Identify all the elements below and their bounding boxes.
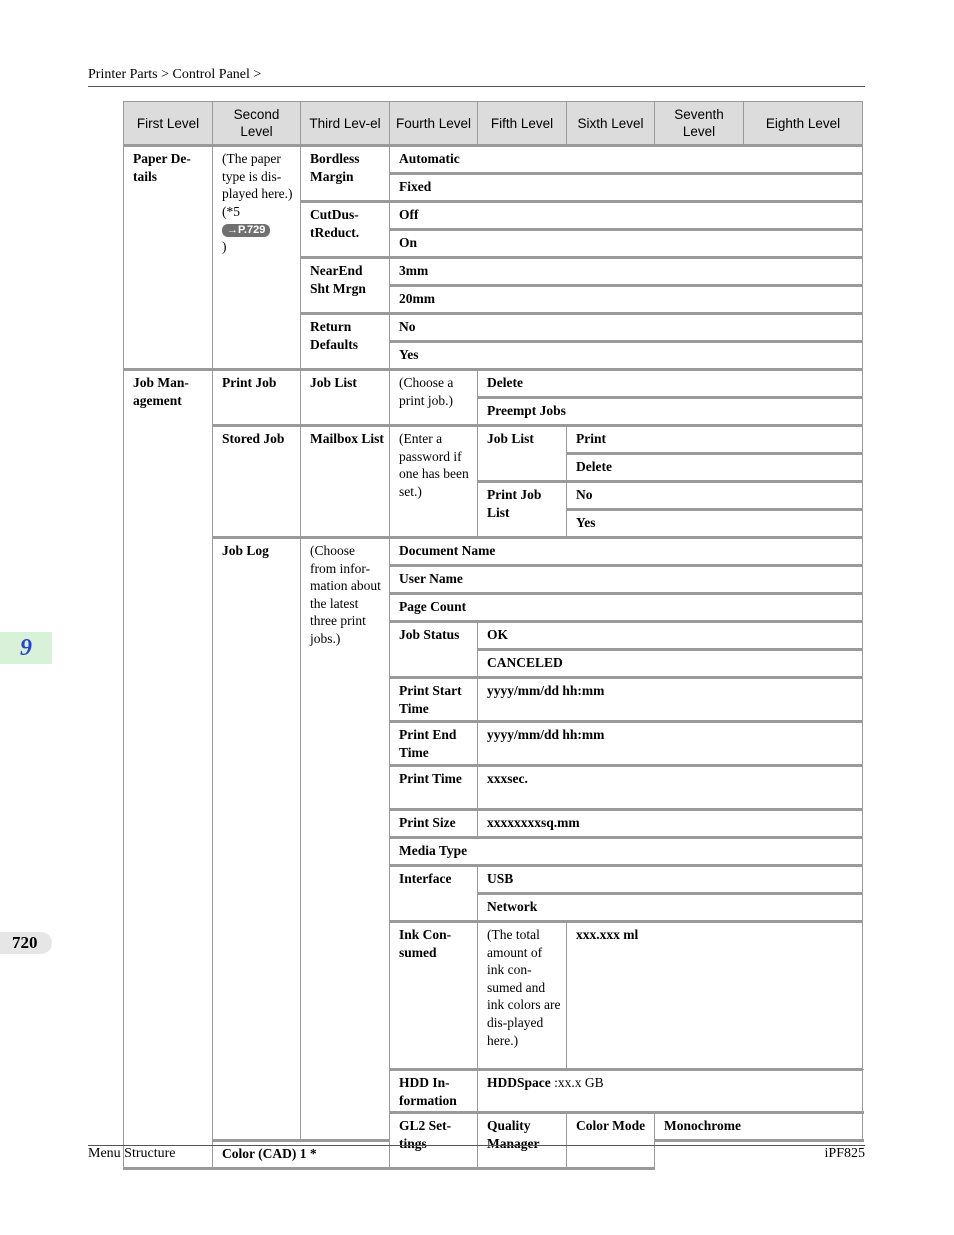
option-network: Network	[478, 894, 863, 922]
item-user-name: User Name	[390, 566, 863, 594]
footer-section-title: Menu Structure	[88, 1146, 176, 1161]
menu-mailbox-list: Mailbox List	[301, 426, 390, 538]
option-stored-delete: Delete	[567, 454, 863, 482]
item-media-type: Media Type	[390, 838, 863, 866]
col-eighth-level: Eighth Level	[744, 102, 863, 146]
item-print-size: Print Size	[390, 810, 478, 838]
value-print-size: xxxxxxxxsq.mm	[478, 810, 863, 838]
option-usb: USB	[478, 866, 863, 894]
option-color-cad: Color (CAD) 1 *	[213, 1141, 655, 1169]
menu-hdd-information: HDD In-formation	[390, 1070, 478, 1113]
header-row	[124, 102, 863, 146]
choose-print-job-note: (Choose a print job.)	[390, 370, 478, 426]
paper-type-text: (The paper type is dis-played here.)	[222, 151, 293, 202]
col-fourth-level: Fourth Level	[390, 102, 478, 146]
menu-structure-table	[123, 101, 863, 1170]
col-second-level: Second Level	[213, 102, 301, 146]
item-print-start-time: Print Start Time	[390, 678, 478, 722]
col-first-level: First Level	[124, 102, 213, 146]
menu-stored-job: Stored Job	[213, 426, 301, 538]
menu-stored-job-list: Job List	[478, 426, 567, 482]
hdd-space-value: :xx.x GB	[550, 1075, 604, 1090]
menu-print-job: Print Job	[213, 370, 301, 426]
hdd-space-label: HDDSpace	[487, 1075, 551, 1090]
option-no: No	[390, 314, 863, 342]
header-rule	[88, 86, 865, 87]
password-note: (Enter a password if one has been set.)	[390, 426, 478, 538]
page-ref-link[interactable]: →P.729	[222, 224, 270, 237]
value-print-start-time: yyyy/mm/dd hh:mm	[478, 678, 863, 722]
value-ink-consumed: xxx.xxx ml	[567, 922, 863, 1070]
item-print-end-time: Print End Time	[390, 722, 478, 766]
page-number: 720	[0, 932, 52, 954]
footer-model: iPF825	[824, 1146, 865, 1161]
menu-gl2-settings: GL2 Set-tings	[390, 1113, 478, 1169]
menu-job-list: Job List	[301, 370, 390, 426]
menu-job-management: Job Man-agement	[124, 370, 213, 1169]
option-ok: OK	[478, 622, 863, 650]
value-print-end-time: yyyy/mm/dd hh:mm	[478, 722, 863, 766]
menu-nearend-sht-mrgn: NearEnd Sht Mrgn	[301, 258, 390, 314]
menu-cutdust-reduct: CutDus-tReduct.	[301, 202, 390, 258]
option-print: Print	[567, 426, 863, 454]
option-3mm: 3mm	[390, 258, 863, 286]
option-off: Off	[390, 202, 863, 230]
job-log-note: (Choose from infor-mation about the latest three print jobs.)	[301, 538, 390, 1141]
item-page-count: Page Count	[390, 594, 863, 622]
ink-consumed-note: (The total amount of ink con-sumed and ink colors are dis-played here.)	[478, 922, 567, 1070]
col-fifth-level: Fifth Level	[478, 102, 567, 146]
option-preempt-jobs: Preempt Jobs	[478, 398, 863, 426]
option-20mm: 20mm	[390, 286, 863, 314]
option-automatic: Automatic	[390, 146, 863, 174]
item-ink-consumed: Ink Con-sumed	[390, 922, 478, 1070]
footer-rule	[88, 1145, 865, 1146]
menu-job-log: Job Log	[213, 538, 301, 1141]
menu-quality-manager: Quality Manager	[478, 1113, 567, 1169]
col-third-level: Third Lev-el	[301, 102, 390, 146]
breadcrumb: Printer Parts > Control Panel >	[88, 67, 262, 82]
menu-return-defaults: Return Defaults	[301, 314, 390, 370]
option-fixed: Fixed	[390, 174, 863, 202]
option-pjl-no: No	[567, 482, 863, 510]
paper-type-note	[213, 146, 301, 370]
note-close: )	[222, 238, 227, 254]
item-interface: Interface	[390, 866, 478, 922]
option-canceled: CANCELED	[478, 650, 863, 678]
menu-color-mode: Color Mode	[567, 1113, 655, 1169]
item-print-time: Print Time	[390, 766, 478, 810]
option-on: On	[390, 230, 863, 258]
hdd-space-item	[478, 1070, 863, 1113]
option-yes: Yes	[390, 342, 863, 370]
value-print-time: xxxsec.	[478, 766, 863, 810]
menu-paper-details: Paper De-tails	[124, 146, 213, 370]
menu-print-job-list: Print Job List	[478, 482, 567, 538]
option-delete: Delete	[478, 370, 863, 398]
col-seventh-level: Seventh Level	[655, 102, 744, 146]
option-monochrome: Monochrome	[655, 1113, 863, 1141]
chapter-tab[interactable]: 9	[0, 632, 52, 664]
option-pjl-yes: Yes	[567, 510, 863, 538]
item-job-status: Job Status	[390, 622, 478, 678]
note-ref-text: (*5	[222, 203, 240, 219]
item-document-name: Document Name	[390, 538, 863, 566]
menu-bordless-margin: Bordless Margin	[301, 146, 390, 202]
col-sixth-level: Sixth Level	[567, 102, 655, 146]
